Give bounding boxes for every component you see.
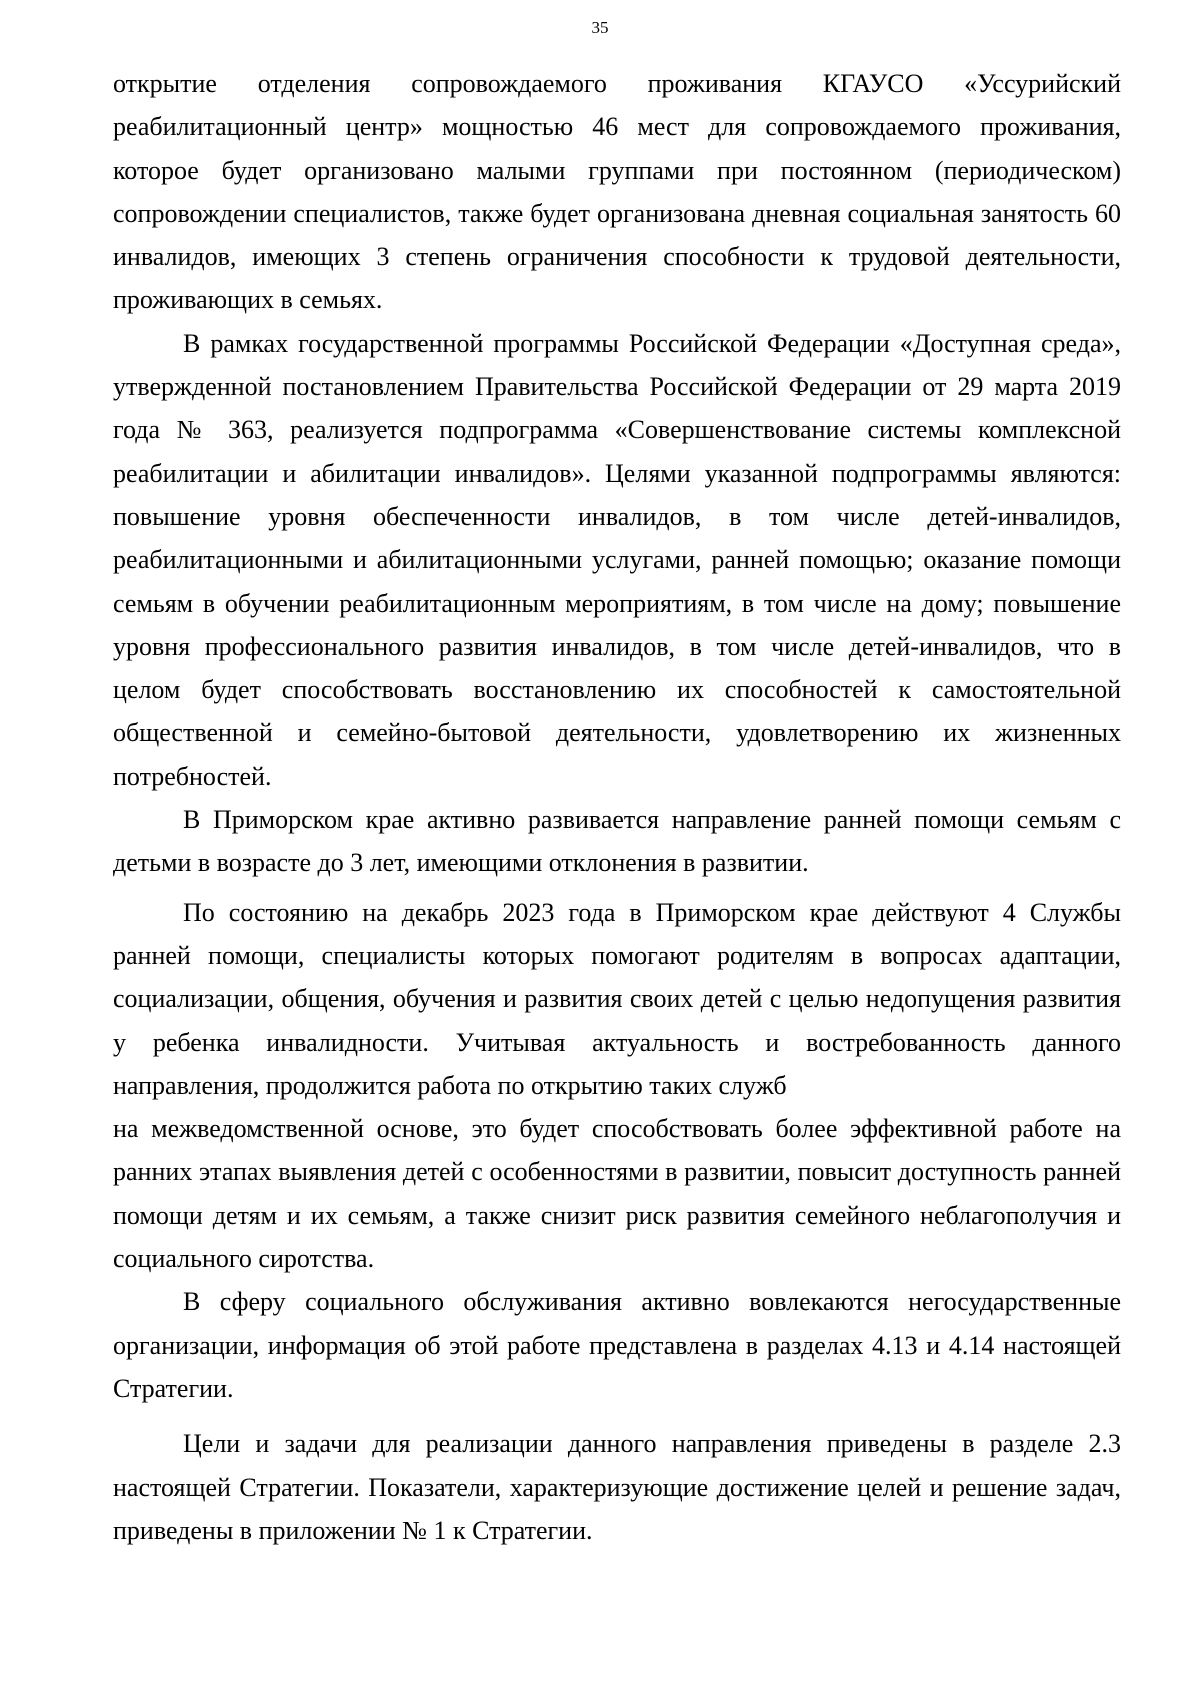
paragraph-3: В Приморском крае активно развивается направление ранней помощи семьям с детьми в возрасте до 3 лет, имеющими отклонения в развитии.	[113, 805, 1121, 878]
paragraph-6: В сферу социального обслуживания активно вовлекаются негосударственные организации, информация об этой работе представлена в разделах 4.13 и 4.14 настоящей Стратегии.	[113, 1287, 1121, 1403]
paragraph-1: открытие отделения сопровождаемого проживания КГАУСО «Уссурийский реабилитационный центр» мощностью 46 мест для сопровождаемого проживания, которое будет организовано малыми группами при постоянном (периодическом) сопровождении специалистов, также будет организована дневная социальная занятость 60 инвалидов, имеющих 3 степень ограничения способности к трудовой деятельности, проживающих в семьях.	[113, 69, 1121, 315]
paragraph-7: Цели и задачи для реализации данного направления приведены в разделе 2.3 настоящей Стратегии. Показатели, характеризующие достижение целей и решение задач, приведены в приложении № 1 к Стратегии.	[113, 1429, 1121, 1545]
page-number: 35	[591, 18, 609, 37]
document-body	[113, 62, 1121, 1552]
paragraph-2: В рамках государственной программы Российской Федерации «Доступная среда», утвержденной постановлением Правительства Российской Федерации от 29 марта 2019 года № 363, реализуется подпрограмма «Совершенствование системы комплексной реабилитации и абилитации инвалидов». Целями указанной подпрограммы являются: повышение уровня обеспеченности инвалидов, в том числе детей-инвалидов, реабилитационными и абилитационными услугами, ранней помощью; оказание помощи семьям в обучении реабилитационным мероприятиям, в том числе на дому; повышение уровня профессионального развития инвалидов, в том числе детей-инвалидов, что в целом будет способствовать восстановлению их способностей к самостоятельной общественной и семейно-бытовой деятельности, удовлетворению их жизненных потребностей.	[113, 328, 1121, 791]
paragraph-5: на межведомственной основе, это будет способствовать более эффективной работе на ранних этапах выявления детей с особенностями в развитии, повысит доступность ранней помощи детям и их семьям, а также снизит риск развития семейного неблагополучия и социального сиротства.	[113, 1114, 1121, 1274]
paragraph-4: По состоянию на декабрь 2023 года в Приморском крае действуют 4 Службы ранней помощи, специалисты которых помогают родителям в вопросах адаптации, социализации, общения, обучения и развития своих детей с целью недопущения развития у ребенка инвалидности. Учитывая актуальность и востребованность данного направления, продолжится работа по открытию таких служб	[113, 897, 1121, 1100]
